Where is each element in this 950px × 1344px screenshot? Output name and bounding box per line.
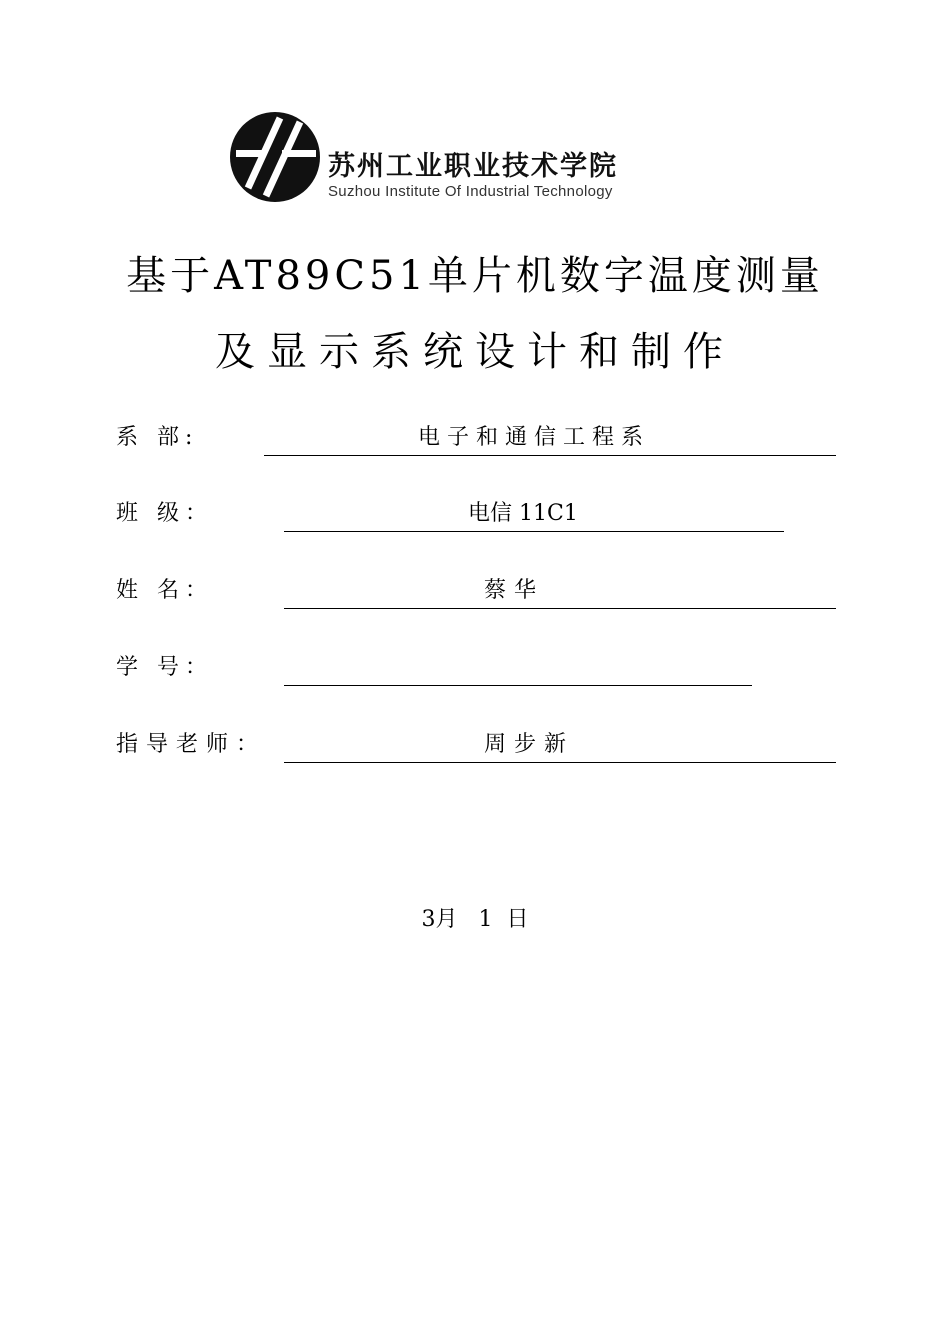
department-label: 系 部: — [116, 425, 199, 450]
advisor-value: 周步新 — [484, 732, 575, 757]
class-row — [116, 496, 836, 532]
thesis-title-line1: 基于AT89C51单片机数字温度测量 — [126, 253, 824, 299]
submission-date: 3月 1 日 — [421, 907, 529, 932]
name-row — [116, 573, 836, 609]
name-label: 姓 名： — [116, 578, 213, 603]
student-id-underline — [284, 657, 752, 686]
class-value: 电信 11C1 — [468, 501, 578, 526]
school-name-english: Suzhou Institute Of Industrial Technology — [328, 183, 613, 200]
name-value: 蔡华 — [484, 578, 545, 603]
advisor-row — [116, 727, 836, 763]
advisor-label: 指导老师： — [116, 732, 267, 757]
school-name-chinese: 苏州工业职业技术学院 — [328, 151, 618, 182]
department-value: 电子和通信工程系 — [418, 425, 651, 450]
class-label: 班 级： — [116, 501, 213, 526]
school-logo — [228, 110, 648, 205]
name-underline — [284, 580, 836, 609]
student-id-label: 学 号： — [116, 655, 213, 680]
school-emblem-icon — [228, 110, 322, 204]
student-id-row — [116, 650, 836, 686]
thesis-title-line2: 及显示系统设计和制作 — [215, 329, 735, 375]
department-row — [116, 420, 836, 456]
